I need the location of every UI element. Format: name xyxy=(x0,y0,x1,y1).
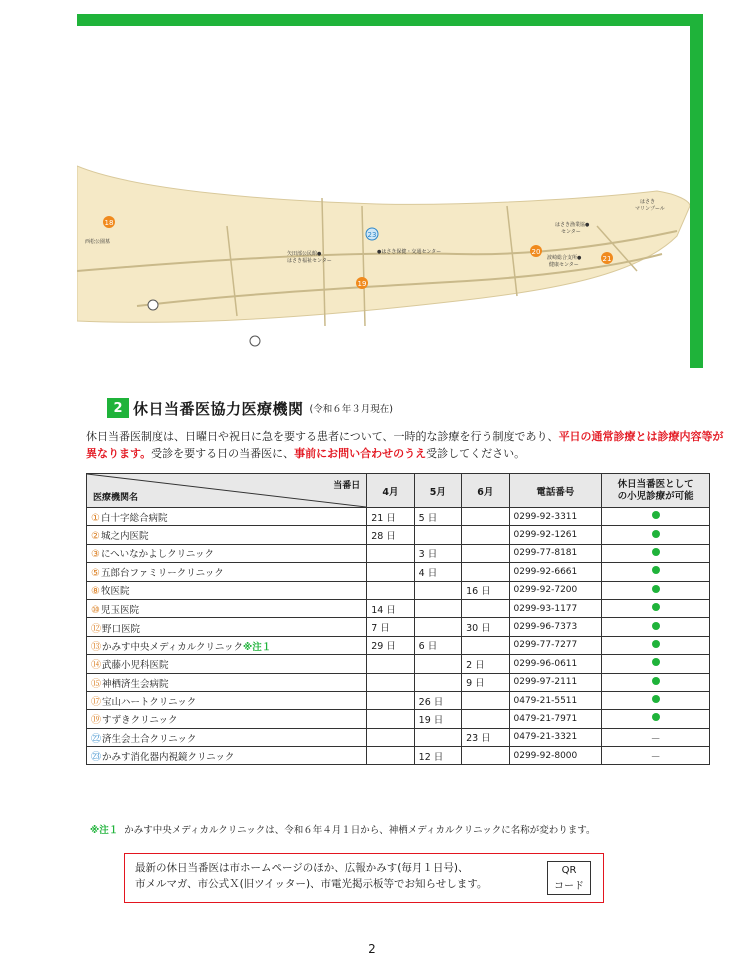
table-row xyxy=(87,710,710,728)
phone-number: 0299-92-3311 xyxy=(509,508,602,526)
institution-number: ⑲ xyxy=(91,715,101,727)
institution-name: 宝山ハートクリニック xyxy=(102,697,197,709)
april-date: 21 日 xyxy=(367,508,414,526)
footnote xyxy=(90,822,595,836)
institution-name: かみす中央メディカルクリニック xyxy=(102,641,243,653)
may-date xyxy=(414,618,461,636)
may-date: 19 日 xyxy=(414,710,461,728)
map-label-marine-1: はさき xyxy=(640,199,656,205)
map-label-marine-2: マリンプール xyxy=(635,206,665,212)
footnote-text: かみす中央メディカルクリニックは、令和６年４月１日から、神栖メディカルクリニックに名称が変わります。 xyxy=(124,825,596,836)
may-date: 3 日 xyxy=(414,544,461,562)
phone-number: 0299-96-7373 xyxy=(509,618,602,636)
april-date xyxy=(367,747,414,765)
pediatric-cell xyxy=(602,636,710,654)
institution-name-cell xyxy=(87,526,367,544)
notice-line-1: 最新の休日当番医は市ホームページのほか、広報かみす(毎月１日号)、 xyxy=(135,862,469,874)
institution-name: 野口医院 xyxy=(102,623,141,635)
phone-number: 0479-21-5511 xyxy=(509,691,602,709)
june-date: 9 日 xyxy=(462,673,509,691)
table-row xyxy=(87,526,710,544)
pediatric-available-dot xyxy=(652,603,660,611)
medical-institutions-table xyxy=(86,473,710,765)
pediatric-cell xyxy=(602,710,710,728)
pediatric-available-dot xyxy=(652,566,660,574)
table-row xyxy=(87,508,710,526)
institution-name-cell xyxy=(87,655,367,673)
area-map xyxy=(77,26,690,368)
section-date: (令和６年３月現在) xyxy=(309,404,393,415)
phone-number: 0299-97-2111 xyxy=(509,673,602,691)
map-label-center-1: 波崎総合支所● xyxy=(547,255,582,261)
svg-text:23: 23 xyxy=(367,231,377,239)
june-date: 23 日 xyxy=(462,728,509,746)
map-label-agri-1: はさき漁業協● xyxy=(555,222,590,228)
institution-name: すずきクリニック xyxy=(102,715,178,727)
header-pediatric-line-2: の小児診療が可能 xyxy=(617,490,694,502)
may-date xyxy=(414,526,461,544)
intro-text-2: 受診を要する日の当番医に、 xyxy=(151,447,295,460)
april-date xyxy=(367,710,414,728)
institution-number: ㉓ xyxy=(91,752,101,764)
table-row xyxy=(87,673,710,691)
institution-name-cell xyxy=(87,544,367,562)
phone-number: 0299-92-1261 xyxy=(509,526,602,544)
pediatric-available-dot xyxy=(652,530,660,538)
table-row xyxy=(87,655,710,673)
pediatric-cell xyxy=(602,526,710,544)
table-row xyxy=(87,747,710,765)
pediatric-available-dot xyxy=(652,622,660,630)
may-date: 5 日 xyxy=(414,508,461,526)
map-marker-18[interactable] xyxy=(103,216,115,228)
institution-name: 五郎台ファミリークリニック xyxy=(100,567,224,579)
table-row xyxy=(87,691,710,709)
svg-text:18: 18 xyxy=(104,219,114,227)
institution-name-cell xyxy=(87,581,367,599)
header-may: 5月 xyxy=(414,474,461,508)
institution-name-cell xyxy=(87,599,367,617)
phone-number: 0299-96-0611 xyxy=(509,655,602,673)
june-date: 30 日 xyxy=(462,618,509,636)
june-date xyxy=(462,544,509,562)
pediatric-cell xyxy=(602,508,710,526)
table-row xyxy=(87,636,710,654)
phone-number: 0479-21-7971 xyxy=(509,710,602,728)
map-graphic xyxy=(77,26,690,368)
map-label-welfare-1: 矢田部公民館● xyxy=(287,251,322,257)
phone-number: 0299-92-7200 xyxy=(509,581,602,599)
phone-number: 0299-92-8000 xyxy=(509,747,602,765)
table-row xyxy=(87,599,710,617)
header-duty-date: 当番日 xyxy=(333,481,361,491)
intro-text-3: 受診してください。 xyxy=(426,447,526,460)
institution-name-cell xyxy=(87,508,367,526)
table-header-row xyxy=(87,474,710,508)
april-date: 7 日 xyxy=(367,618,414,636)
intro-warning-1: 平日の通常診療とは診療内容等が異なります。 xyxy=(86,430,724,460)
april-date xyxy=(367,728,414,746)
pediatric-available-dot xyxy=(652,585,660,593)
institution-number: ⑬ xyxy=(91,641,101,653)
pediatric-cell xyxy=(602,544,710,562)
pediatric-available-dot xyxy=(652,511,660,519)
pediatric-available-dot xyxy=(652,695,660,703)
institution-name: 神栖済生会病院 xyxy=(102,678,169,690)
june-date xyxy=(462,563,509,581)
map-marker-19[interactable] xyxy=(356,277,368,289)
map-label-park: 西松公園墓 xyxy=(85,239,111,245)
pediatric-cell xyxy=(602,691,710,709)
institution-name-cell xyxy=(87,636,367,654)
pediatric-unavailable-dash: － xyxy=(650,733,661,745)
phone-number: 0299-77-7277 xyxy=(509,636,602,654)
institution-number: ⑧ xyxy=(91,586,100,598)
april-date: 29 日 xyxy=(367,636,414,654)
institution-number: ⑫ xyxy=(91,623,101,635)
may-date xyxy=(414,673,461,691)
qr-code-placeholder[interactable] xyxy=(547,861,591,895)
june-date xyxy=(462,526,509,544)
pediatric-available-dot xyxy=(652,548,660,556)
table-row xyxy=(87,544,710,562)
page-number: 2 xyxy=(368,942,376,956)
may-date: 6 日 xyxy=(414,636,461,654)
route-sign-2 xyxy=(250,336,260,346)
map-marker-20[interactable] xyxy=(530,245,542,257)
pediatric-cell xyxy=(602,728,710,746)
institution-number: ⑮ xyxy=(91,678,101,690)
table-body xyxy=(87,508,710,765)
may-date xyxy=(414,728,461,746)
green-frame-top xyxy=(77,14,703,26)
header-institution: 医療機関名 xyxy=(93,493,139,503)
table-row xyxy=(87,728,710,746)
institution-name: 城之内医院 xyxy=(100,531,149,543)
intro-warning-2: 事前にお問い合わせのうえ xyxy=(294,447,427,460)
institution-name: 白十字総合病院 xyxy=(100,512,168,524)
pediatric-cell xyxy=(602,581,710,599)
pediatric-available-dot xyxy=(652,713,660,721)
institution-number: ② xyxy=(91,531,100,543)
june-date xyxy=(462,599,509,617)
institution-name-cell xyxy=(87,563,367,581)
phone-number: 0299-77-8181 xyxy=(509,544,602,562)
pediatric-available-dot xyxy=(652,677,660,685)
may-date: 26 日 xyxy=(414,691,461,709)
institution-name-cell xyxy=(87,618,367,636)
institution-name: 済生会土合クリニック xyxy=(102,733,197,745)
institution-name: かみす消化器内視鏡クリニック xyxy=(102,752,235,764)
april-date: 14 日 xyxy=(367,599,414,617)
may-date: 12 日 xyxy=(414,747,461,765)
institution-number: ⑤ xyxy=(91,567,100,579)
institution-name-cell xyxy=(87,691,367,709)
pediatric-cell xyxy=(602,747,710,765)
map-label-health: ●はさき保健・交通センター xyxy=(377,249,442,255)
header-april: 4月 xyxy=(367,474,414,508)
institution-name-cell xyxy=(87,728,367,746)
pediatric-available-dot xyxy=(652,640,660,648)
institution-name: 児玉医院 xyxy=(100,604,139,616)
intro-text-1: 休日当番医制度は、日曜日や祝日に急を要する患者について、一時的な診療を行う制度であり、 xyxy=(86,430,559,443)
svg-text:19: 19 xyxy=(357,280,367,288)
april-date: 28 日 xyxy=(367,526,414,544)
svg-text:20: 20 xyxy=(531,248,541,256)
green-frame-right xyxy=(690,14,703,368)
may-date xyxy=(414,655,461,673)
header-june: 6月 xyxy=(462,474,509,508)
april-date xyxy=(367,581,414,599)
header-institution-date xyxy=(87,474,367,508)
institution-number: ① xyxy=(91,512,100,524)
pediatric-cell xyxy=(602,618,710,636)
table-row xyxy=(87,581,710,599)
april-date xyxy=(367,544,414,562)
april-date xyxy=(367,673,414,691)
june-date xyxy=(462,691,509,709)
april-date xyxy=(367,691,414,709)
institution-name-cell xyxy=(87,710,367,728)
may-date xyxy=(414,599,461,617)
table-row xyxy=(87,618,710,636)
qr-label-2: コード xyxy=(554,881,584,892)
map-marker-21[interactable] xyxy=(601,252,613,264)
institution-number: ⑩ xyxy=(91,604,100,616)
june-date: 16 日 xyxy=(462,581,509,599)
pediatric-cell xyxy=(602,599,710,617)
may-date xyxy=(414,581,461,599)
institution-number: ⑭ xyxy=(91,660,101,672)
land-area xyxy=(77,166,690,322)
april-date xyxy=(367,655,414,673)
section-number-badge: 2 xyxy=(107,398,129,418)
institution-name-cell xyxy=(87,747,367,765)
footnote-tag: ※注１ xyxy=(90,825,119,836)
pediatric-cell xyxy=(602,673,710,691)
institution-note: ※注１ xyxy=(242,641,272,653)
header-phone: 電話番号 xyxy=(509,474,602,508)
june-date xyxy=(462,710,509,728)
route-sign-1 xyxy=(148,300,158,310)
intro-paragraph xyxy=(86,428,726,462)
pediatric-cell xyxy=(602,563,710,581)
may-date: 4 日 xyxy=(414,563,461,581)
notice-line-2: 市メルマガ、市公式Ｘ(旧ツイッター)、市電光掲示板等でお知らせします。 xyxy=(135,878,488,890)
map-marker-23[interactable] xyxy=(366,228,378,240)
map-label-center-2: 健康センター xyxy=(549,262,579,268)
june-date xyxy=(462,636,509,654)
header-pediatric xyxy=(602,474,710,508)
phone-number: 0299-93-1177 xyxy=(509,599,602,617)
notice-box xyxy=(124,853,604,903)
june-date: 2 日 xyxy=(462,655,509,673)
institution-name: にへいなかよしクリニック xyxy=(100,549,215,561)
map-label-welfare-2: はさき福祉センター xyxy=(287,258,332,264)
qr-label-1: QR xyxy=(561,865,577,876)
header-pediatric-line-1: 休日当番医として xyxy=(617,478,694,490)
institution-number: ㉒ xyxy=(91,733,101,745)
institution-number: ⑰ xyxy=(91,697,101,709)
section-heading xyxy=(107,397,393,419)
institution-name-cell xyxy=(87,673,367,691)
institution-name: 牧医院 xyxy=(100,586,130,598)
institution-name: 武藤小児科医院 xyxy=(102,660,169,672)
section-title: 休日当番医協力医療機関 xyxy=(133,399,304,418)
institution-number: ③ xyxy=(91,549,100,561)
june-date xyxy=(462,508,509,526)
pediatric-unavailable-dash: － xyxy=(650,752,661,764)
map-label-agri-2: センター xyxy=(561,229,581,235)
pediatric-cell xyxy=(602,655,710,673)
svg-text:21: 21 xyxy=(602,255,612,263)
table-row xyxy=(87,563,710,581)
phone-number: 0479-21-3321 xyxy=(509,728,602,746)
june-date xyxy=(462,747,509,765)
pediatric-available-dot xyxy=(652,658,660,666)
april-date xyxy=(367,563,414,581)
phone-number: 0299-92-6661 xyxy=(509,563,602,581)
